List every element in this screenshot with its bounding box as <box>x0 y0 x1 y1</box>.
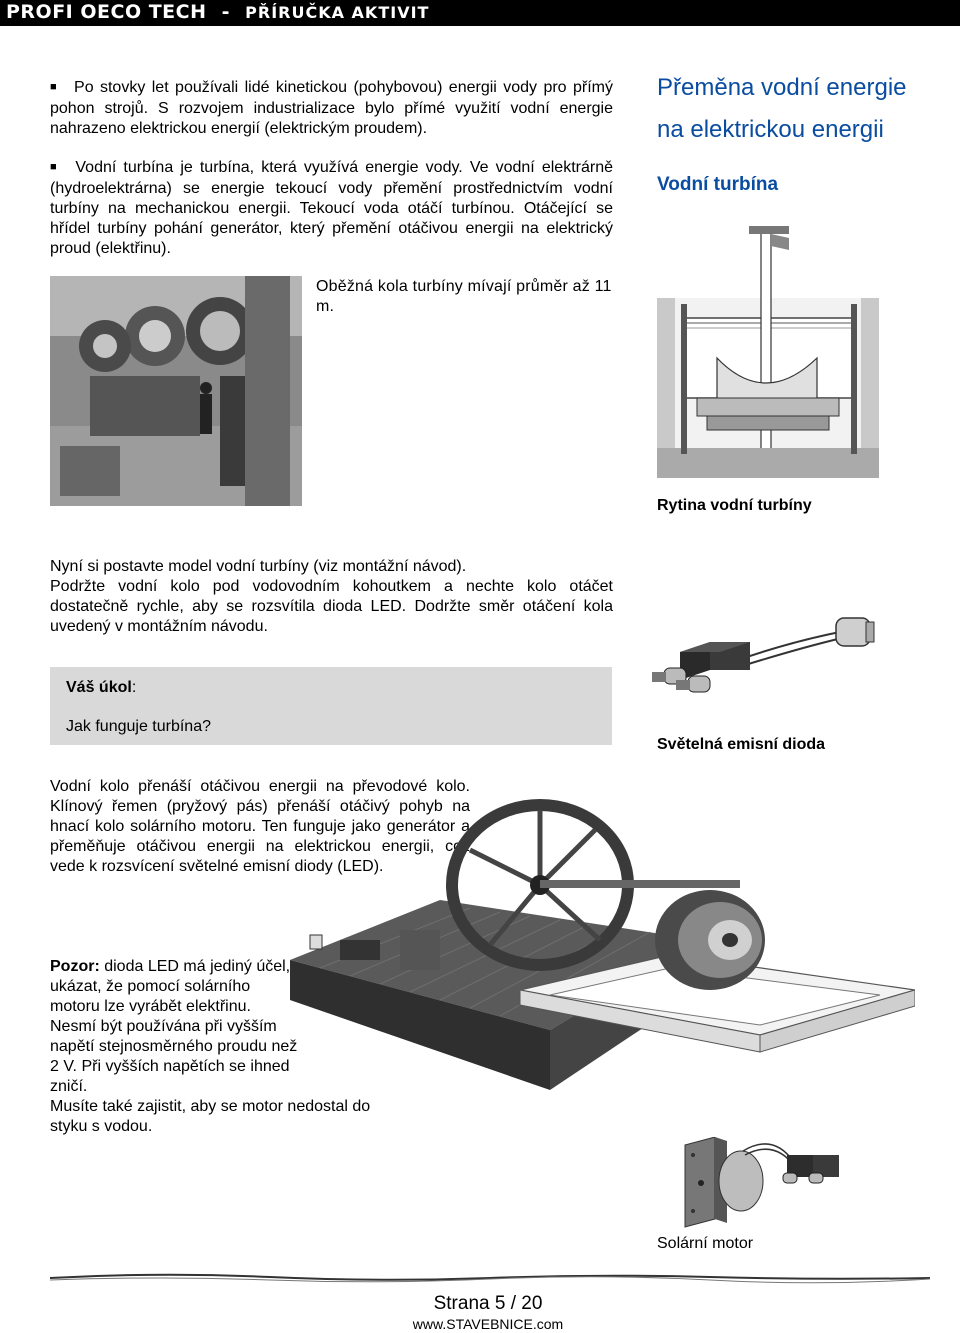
header-title <box>6 1 429 23</box>
footer-decorative-rule <box>50 1272 930 1284</box>
photo-caption: Oběžná kola turbíny mívají průměr až 11 m. <box>316 278 612 315</box>
instructions-line-2: Podržte vodní kolo pod vodovodním kohoutkem a nechte kolo otáčet dostatečně rychle, aby se rozsvítila dioda LED. Dodržte směr otáčení kola uvedený v montážním návodu. <box>50 578 613 635</box>
engraving-caption: Rytina vodní turbíny <box>657 497 812 514</box>
intro-bullet-1-text: Po stovky let používali lidé kinetickou (pohybovou) energii vody pro přímý pohon strojů. S rozvojem industrializace bylo přímé využití vodní energie nahrazeno elektrickou energií (elektrickým proudem). <box>50 79 613 137</box>
intro-bullet-1 <box>50 78 613 139</box>
header-separator: - <box>221 1 231 23</box>
header-title-main: PROFI OECO TECH <box>6 1 207 23</box>
instructions <box>50 557 613 637</box>
side-subtitle: Vodní turbína <box>657 174 779 195</box>
side-title <box>657 70 947 148</box>
side-title-line-1: Přeměna vodní energie <box>657 74 907 101</box>
motor-caption: Solární motor <box>657 1235 754 1252</box>
task-box <box>50 667 612 745</box>
led-illustration <box>650 612 890 712</box>
footer-page-number: Strana 5 / 20 <box>433 1293 543 1314</box>
turbine-engraving <box>657 208 879 478</box>
task-label: Váš úkol <box>66 679 132 696</box>
header-subtitle: PŘÍRUČKA AKTIVIT <box>245 3 430 22</box>
warning-block <box>50 957 300 1097</box>
warning-text-2: Musíte také zajistit, aby se motor nedostal do styku s vodou. <box>50 1098 371 1135</box>
led-caption: Světelná emisní dioda <box>657 736 826 753</box>
task-heading <box>66 679 136 697</box>
task-colon: : <box>131 679 137 696</box>
footer-url[interactable]: www.STAVEBNICE.com <box>412 1316 564 1332</box>
intro-bullet-2 <box>50 158 613 259</box>
answer-paragraph: Vodní kolo přenáší otáčivou energii na převodové kolo. Klínový řemen (pryžový pás) přenáší otáčivý pohyb na hnací kolo solárního motoru. Ten funguje jako generátor a přeměňuje otáčivou energii na elektrickou energii, což vede k rozsvícení světelné emisní diody (LED). <box>50 778 470 875</box>
intro-bullet-2-text: Vodní turbína je turbína, která využívá energie vody. Ve vodní elektrárně (hydroelektrárna) se energie tekoucí vody přemění prostřednictvím vodní turbíny na mechanickou energii. Tekoucí voda otáčí turbínou. Otáčející se hřídel turbíny pohání generátor, který přemění otáčivou energii na elektrický proud (elektřinu). <box>50 159 613 257</box>
turbine-hall-photo <box>50 276 302 506</box>
side-title-line-2: na elektrickou energii <box>657 116 884 143</box>
task-question: Jak funguje turbína? <box>66 718 211 735</box>
warning-text: dioda LED má jediný účel, ukázat, že pomocí solárního motoru lze vyrábět elektřinu. Nesmí být používána při vyšším napětí stejnosměrného proudu než 2 V. Při vyšších napětích se ihned zničí. <box>50 958 298 1095</box>
solar-motor-illustration <box>683 1137 853 1237</box>
warning-label: Pozor: <box>50 958 100 975</box>
instructions-line-1: Nyní si postavte model vodní turbíny (viz montážní návod). <box>50 558 467 575</box>
turbine-model-illustration <box>290 790 915 1090</box>
